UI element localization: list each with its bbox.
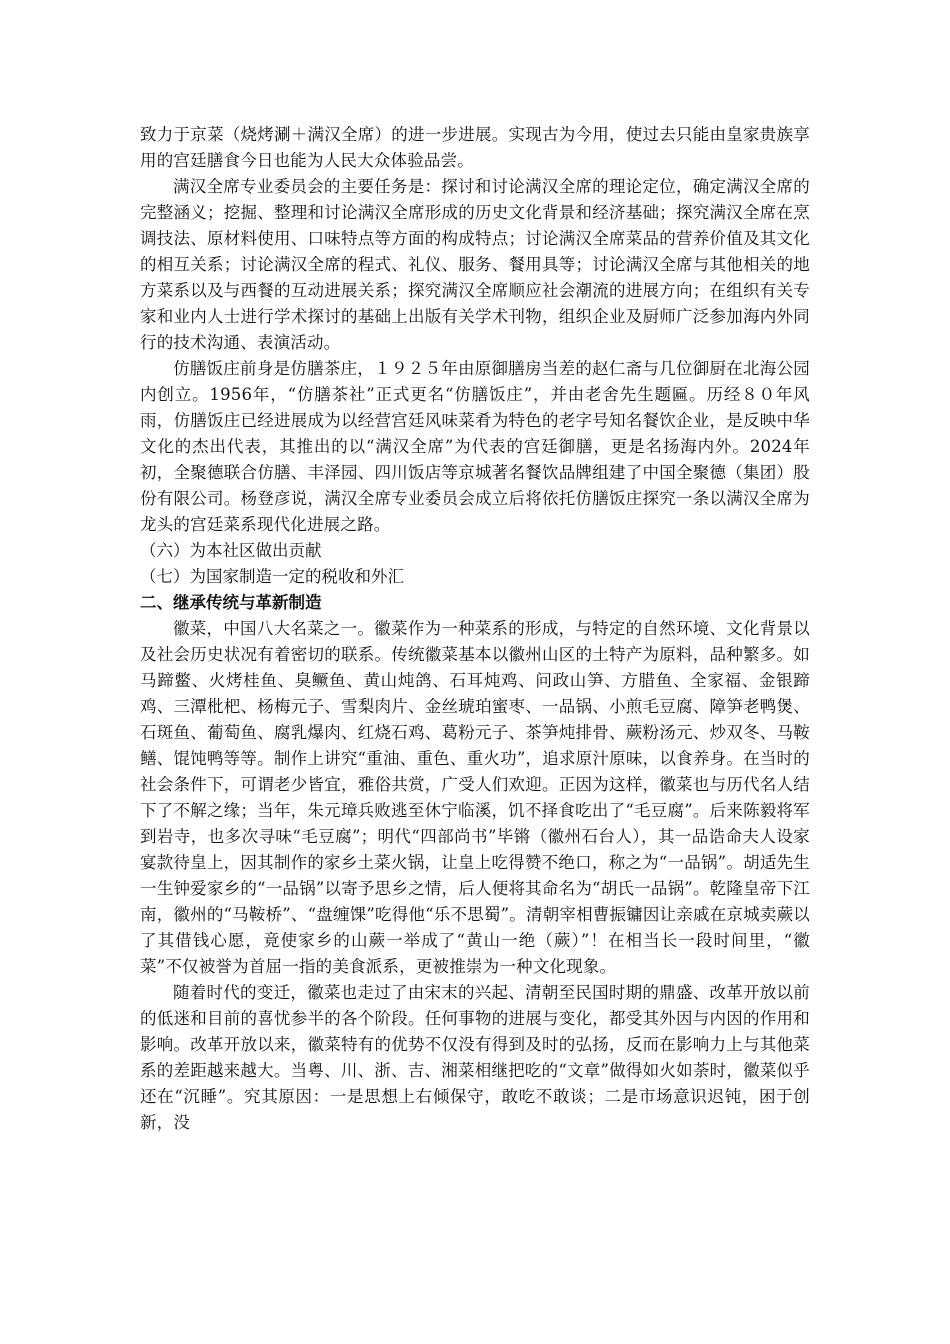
paragraph-committee-tasks: 满汉全席专业委员会的主要任务是：探讨和讨论满汉全席的理论定位，确定满汉全席的完整涵义；挖掘、整理和讨论满汉全席形成的历史文化背景和经济基础；探究满汉全席在烹调技法、原材料使用、口味特点等方面的构成特点；讨论满汉全席菜品的营养价值及其文化的相互关系；讨论满汉全席的程式、礼仪、服务、餐用具等；讨论满汉全席与其他相关的地方菜系以及与西餐的互动进展关系；探究满汉全席顺应社会潮流的进展方向；在组织有关专家和业内人士进行学术探讨的基础上出版有关学术刊物，组织企业及厨师广泛参加海内外同行的技术沟通、表演活动。 [140,177,810,352]
list-item-seven: （七）为国家制造一定的税收和外汇 [140,567,404,586]
paragraph-huicai-changes: 随着时代的变迁，徽菜也走过了由宋末的兴起、清朝至民国时期的鼎盛、改革开放以前的低迷和目前的喜忧参半的各个阶段。任何事物的进展与变化，都受其外因与内因的作用和影响。改革开放以来，徽菜特有的优势不仅没有得到及时的弘扬，反而在影响力上与其他菜系的差距越来越大。当粤、川、浙、吉、湘菜相继把吃的“文章”做得如火如荼时，徽菜似乎还在“沉睡”。究其原因：一是思想上右倾保守，敢吃不敢谈；二是市场意识迟钝，困于创新，没 [140,983,810,1132]
document-page [140,122,810,1136]
paragraph-huicai-intro: 徽菜，中国八大名菜之一。徽菜作为一种菜系的形成，与特定的自然环境、文化背景以及社会历史状况有着密切的联系。传统徽菜基本以徽州山区的土特产为原料，品种繁多。如马蹄鳖、火烤桂鱼、臭鳜鱼、黄山炖鸽、石耳炖鸡、问政山笋、方腊鱼、全家福、金银蹄鸡、三潭枇杷、杨梅元子、雪梨肉片、金丝琥珀蜜枣、一品锅、小煎毛豆腐、障笋老鸭煲、石斑鱼、葡萄鱼、腐乳爆肉、红烧石鸡、葛粉元子、茶笋炖排骨、蕨粉汤元、炒双冬、马鞍鳝、馄饨鸭等等。制作上讲究“重油、重色、重火功”，追求原汁原味，以食养身。在当时的社会条件下，可谓老少皆宜，雅俗共赏，广受人们欢迎。正因为这样，徽菜也与历代名人结下了不解之缘；当年，朱元璋兵败逃至休宁临溪，饥不择食吃出了“毛豆腐”。后来陈毅将军到岩寺，也多次寻味“毛豆腐”；明代“四部尚书”毕锵（徽州石台人），其一品诰命夫人设家宴款待皇上，因其制作的家乡土菜火锅，让皇上吃得赞不绝口，称之为“一品锅”。胡适先生一生钟爱家乡的“一品锅”以寄予思乡之情，后人便将其命名为“胡氏一品锅”。乾隆皇帝下江南，徽州的“马鞍桥”、“盘缠馃”吃得他“乐不思蜀”。清朝宰相曹振镛因让亲戚在京城卖蕨以了其借钱心愿，竟使家乡的山蕨一举成了“黄山一绝（蕨）”！在相当长一段时间里，“徽菜”不仅被誉为首屈一指的美食派系，更被推崇为一种文化现象。 [140,619,810,976]
paragraph-fangshan-history: 仿膳饭庄前身是仿膳茶庄，１９２５年由原御膳房当差的赵仁斋与几位御厨在北海公园内创立。1956年，“仿膳茶社”正式更名“仿膳饭庄”，并由老舍先生题匾。历经８０年风雨，仿膳饭庄已经进展成为以经营宫廷风味菜肴为特色的老字号知名餐饮企业，是反映中华文化的杰出代表，其推出的以“满汉全席”为代表的宫廷御膳，更是名扬海内外。2024年初，全聚德联合仿膳、丰泽园、四川饭店等京城著名餐饮品牌组建了中国全聚德（集团）股份有限公司。杨登彦说，满汉全席专业委员会成立后将依托仿膳饭庄探究一条以满汉全席为龙头的宫廷菜系现代化进展之路。 [140,359,810,534]
section-heading: 二、继承传统与革新制造 [140,593,322,612]
list-item-six: （六）为本社区做出贡献 [140,541,322,560]
paragraph-continuation: 致力于京菜（烧烤涮＋满汉全席）的进一步进展。实现古为今用，使过去只能由皇家贵族享用的宫廷膳食今日也能为人民大众体验品尝。 [140,125,810,170]
